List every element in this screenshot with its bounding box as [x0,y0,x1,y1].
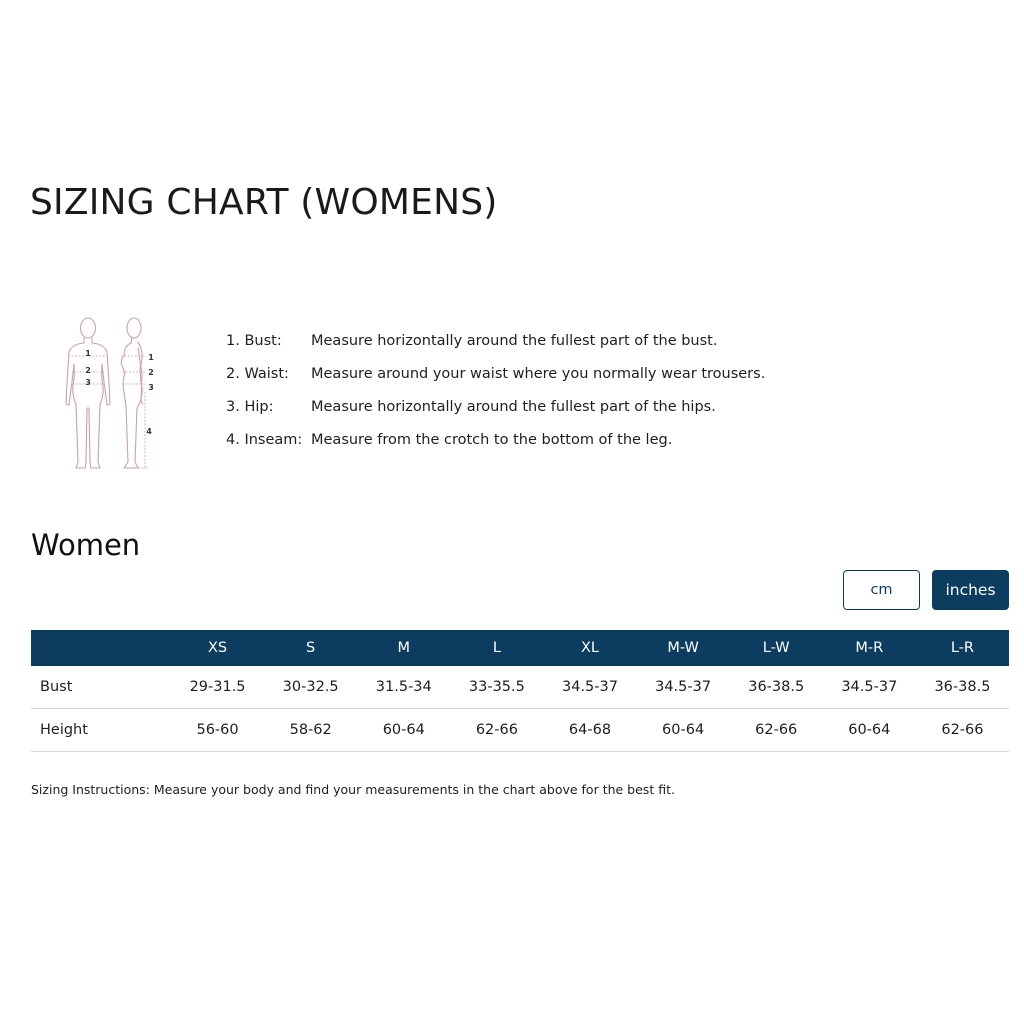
table-row [31,666,1009,709]
table-header-cell: M-W [637,630,730,666]
table-cell: 60-64 [823,709,916,752]
instruction-term: 3. Hip: [226,398,274,415]
table-cell: 30-32.5 [264,666,357,709]
table-cell: 62-66 [916,709,1009,752]
instruction-inseam [226,423,765,456]
table-cell: 36-38.5 [730,666,823,709]
side-label-1: 1 [148,353,154,362]
table-header-cell: L [450,630,543,666]
table-cell: 60-64 [357,709,450,752]
row-label: Bust [31,666,171,709]
table-header-cell: XS [171,630,264,666]
cm-unit-button[interactable]: cm [843,570,920,610]
table-cell: 58-62 [264,709,357,752]
section-title: Women [31,528,141,562]
size-table [31,630,1009,752]
sizing-footnote: Sizing Instructions: Measure your body and find your measurements in the chart above for the best fit. [31,782,675,797]
instruction-term: 2. Waist: [226,365,289,382]
table-header-cell: XL [543,630,636,666]
instruction-term: 1. Bust: [226,332,282,349]
table-row [31,709,1009,752]
table-cell: 60-64 [637,709,730,752]
table-header-cell: M-R [823,630,916,666]
instruction-bust [226,324,765,357]
instruction-description: Measure around your waist where you normally wear trousers. [311,365,766,382]
table-cell: 62-66 [730,709,823,752]
table-cell: 34.5-37 [637,666,730,709]
unit-toggle [843,570,1009,610]
instruction-term: 4. Inseam: [226,431,303,448]
body-measurement-figure-icon [58,312,162,474]
table-cell: 56-60 [171,709,264,752]
table-header-cell [31,630,171,666]
table-cell: 62-66 [450,709,543,752]
table-cell: 34.5-37 [823,666,916,709]
table-header-cell: S [264,630,357,666]
table-cell: 36-38.5 [916,666,1009,709]
instruction-hip [226,390,765,423]
front-label-1: 1 [85,349,91,358]
front-label-2: 2 [85,366,91,375]
side-label-4: 4 [146,427,152,436]
front-label-3: 3 [85,378,91,387]
page-title: SIZING CHART (WOMENS) [30,182,498,223]
table-cell: 31.5-34 [357,666,450,709]
table-header-cell: L-R [916,630,1009,666]
side-label-3: 3 [148,383,154,392]
table-header-cell: L-W [730,630,823,666]
table-header-cell: M [357,630,450,666]
side-label-2: 2 [148,368,154,377]
instruction-description: Measure horizontally around the fullest part of the bust. [311,332,718,349]
measurement-instructions [226,324,765,456]
table-cell: 34.5-37 [543,666,636,709]
inches-unit-button[interactable]: inches [932,570,1009,610]
table-cell: 33-35.5 [450,666,543,709]
table-cell: 64-68 [543,709,636,752]
instruction-description: Measure from the crotch to the bottom of the leg. [311,431,673,448]
table-cell: 29-31.5 [171,666,264,709]
instruction-waist [226,357,765,390]
instruction-description: Measure horizontally around the fullest part of the hips. [311,398,716,415]
row-label: Height [31,709,171,752]
table-header-row [31,630,1009,666]
